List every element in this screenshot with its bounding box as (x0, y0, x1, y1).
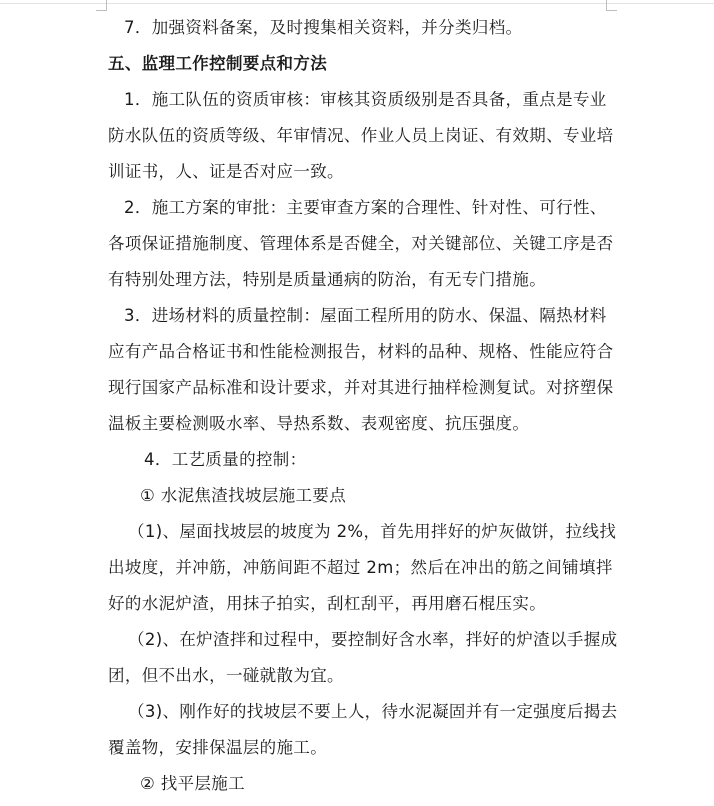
paragraph-item-3-line-2: 应有产品合格证书和性能检测报告，材料的品种、规格、性能应符合 (108, 342, 614, 361)
paragraph-item-3-line-3: 现行国家产品标准和设计要求，并对其进行抽样检测复试。对挤塑保 (108, 378, 614, 397)
sub-item-3-line-1: （3)、刚作好的找坡层不要上人，待水泥凝固并有一定强度后揭去 (128, 702, 618, 721)
sub-item-3-line-2: 覆盖物，安排保温层的施工。 (108, 738, 328, 757)
document-body (108, 10, 618, 802)
subheading-circled-1: ① 水泥焦渣找坡层施工要点 (140, 486, 347, 505)
list-item-7: 7．加强资料备案，及时搜集相关资料，并分类归档。 (124, 18, 523, 37)
paragraph-item-3-line-4: 温板主要检测吸水率、导热系数、表观密度、抗压强度。 (108, 414, 530, 433)
sub-item-1-line-2: 出坡度，并冲筋，冲筋间距不超过 2m；然后在冲出的筋之间铺填拌 (108, 558, 613, 577)
paragraph-item-2-line-3: 有特别处理方法，特别是质量通病的防治，有无专门措施。 (108, 270, 547, 289)
sub-item-2-line-2: 团，但不出水，一碰就散为宜。 (108, 666, 344, 685)
sub-item-1-line-3: 好的水泥炉渣，用抹子拍实，刮杠刮平，再用磨石棍压实。 (108, 594, 547, 613)
sub-item-2-line-1: （2)、在炉渣拌和过程中，要控制好含水率，拌好的炉渣以手握成 (128, 630, 618, 649)
subheading-circled-2: ② 找平层施工 (140, 774, 245, 793)
section-heading-5: 五、监理工作控制要点和方法 (108, 54, 328, 73)
sub-item-1-line-1: （1)、屋面找坡层的坡度为 2%，首先用拌好的炉灰做饼，拉线找 (128, 522, 617, 541)
paragraph-item-1-line-3: 训证书，人、证是否对应一致。 (108, 162, 344, 181)
paragraph-item-4-heading: 4．工艺质量的控制： (144, 450, 307, 469)
paragraph-item-2-line-2: 各项保证措施制度、管理体系是否健全，对关键部位、关键工序是否 (108, 234, 614, 253)
paragraph-item-1-line-2: 防水队伍的资质等级、年审情况、作业人员上岗证、有效期、专业培 (108, 126, 614, 145)
paragraph-item-1-line-1: 1．施工队伍的资质审核：审核其资质级别是否具备，重点是专业 (124, 90, 607, 109)
paragraph-item-2-line-1: 2．施工方案的审批：主要审查方案的合理性、针对性、可行性、 (124, 198, 607, 217)
margin-corner-mark-left (96, 0, 107, 11)
paragraph-item-3-line-1: 3．进场材料的质量控制：屋面工程所用的防水、保温、隔热材料 (124, 306, 607, 325)
